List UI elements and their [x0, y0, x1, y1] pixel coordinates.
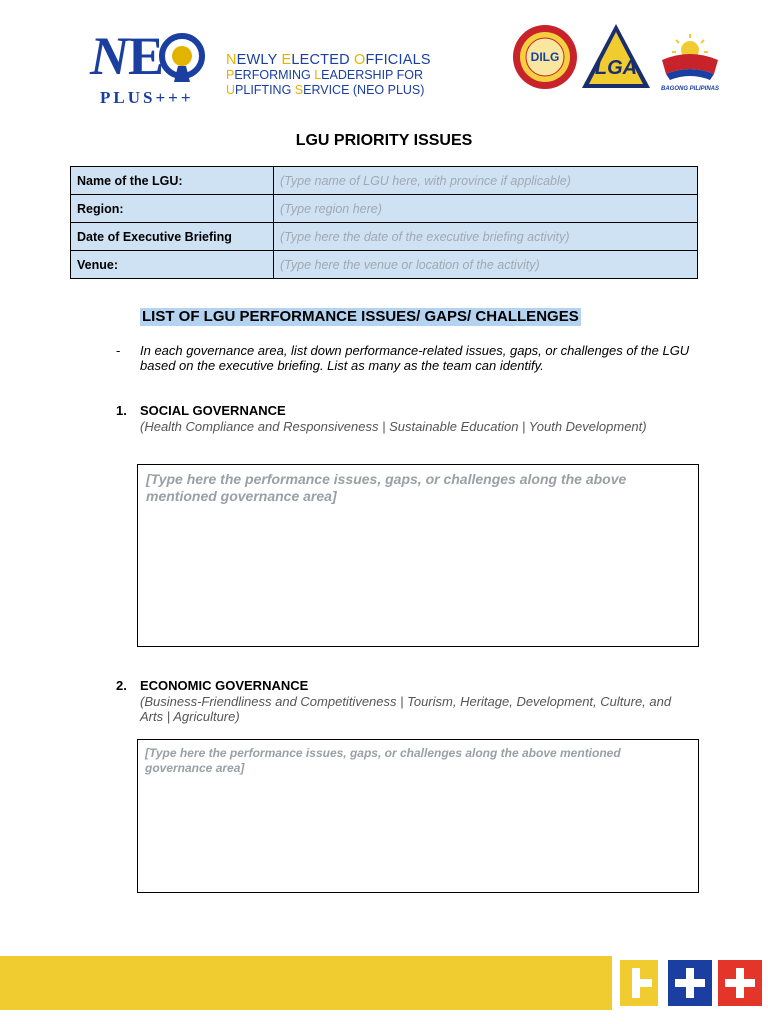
table-row	[71, 167, 698, 195]
table-row	[71, 223, 698, 251]
page-title: LGU PRIORITY ISSUES	[295, 132, 473, 149]
svg-text:BAGONG PILIPINAS: BAGONG PILIPINAS	[660, 86, 720, 92]
area-number: 1.	[116, 403, 127, 418]
region-label: Region:	[71, 195, 274, 223]
social-issues-textbox[interactable]	[137, 464, 699, 647]
svg-text:LGA: LGA	[594, 57, 638, 79]
program-line-3: UPLIFTING SERVICE (NEO PLUS)	[226, 83, 425, 97]
bagong-pilipinas-logo	[654, 30, 726, 92]
dilg-seal-logo	[512, 24, 578, 90]
neo-plus-logo-caption: PLUS+++	[100, 88, 194, 107]
area-title-economic: ECONOMIC GOVERNANCE	[140, 678, 309, 693]
briefing-date-field[interactable]: (Type here the date of the executive briefing activity)	[274, 223, 698, 251]
svg-text:DILG: DILG	[530, 50, 560, 64]
area-subtitle-social: (Health Compliance and Responsiveness | Sustainable Education | Youth Development)	[140, 419, 647, 434]
area-title-social: SOCIAL GOVERNANCE	[140, 403, 286, 418]
svg-text:E: E	[128, 26, 165, 86]
briefing-date-label: Date of Executive Briefing	[71, 223, 274, 251]
social-issues-placeholder: [Type here the performance issues, gaps, or challenges along the above mentioned governance area]	[146, 471, 627, 504]
lgu-info-table	[70, 166, 698, 279]
area-number: 2.	[116, 678, 127, 693]
table-row	[71, 251, 698, 279]
program-line-2: PERFORMING LEADERSHIP FOR	[226, 68, 424, 82]
plus-icon	[718, 960, 762, 1006]
section-heading: LIST OF LGU PERFORMANCE ISSUES/ GAPS/ CHALLENGES	[142, 308, 579, 325]
program-name	[226, 52, 486, 98]
region-field[interactable]: (Type region here)	[274, 195, 698, 223]
program-line-1: NEWLY ELECTED OFFICIALS	[226, 52, 431, 68]
lgu-name-label: Name of the LGU:	[71, 167, 274, 195]
instruction-text: In each governance area, list down performance-related issues, gaps, or challenges of the LGU based on the executive briefing. List as many as the team can identify.	[140, 343, 690, 373]
svg-text:N: N	[90, 26, 129, 86]
economic-issues-placeholder: [Type here the performance issues, gaps, or challenges along the above mentioned governance area]	[145, 746, 621, 775]
plus-partial-icon	[620, 960, 658, 1006]
venue-field[interactable]: (Type here the venue or location of the activity)	[274, 251, 698, 279]
venue-label: Venue:	[71, 251, 274, 279]
instruction-dash: -	[116, 343, 121, 358]
economic-issues-textbox[interactable]	[137, 739, 699, 893]
lga-logo	[580, 22, 652, 90]
lgu-name-field[interactable]: (Type name of LGU here, with province if applicable)	[274, 167, 698, 195]
plus-icon	[668, 960, 712, 1006]
area-subtitle-economic: (Business-Friendliness and Competitiveness | Tourism, Heritage, Development, Culture, and Arts | Agriculture)	[140, 694, 672, 724]
table-row	[71, 195, 698, 223]
